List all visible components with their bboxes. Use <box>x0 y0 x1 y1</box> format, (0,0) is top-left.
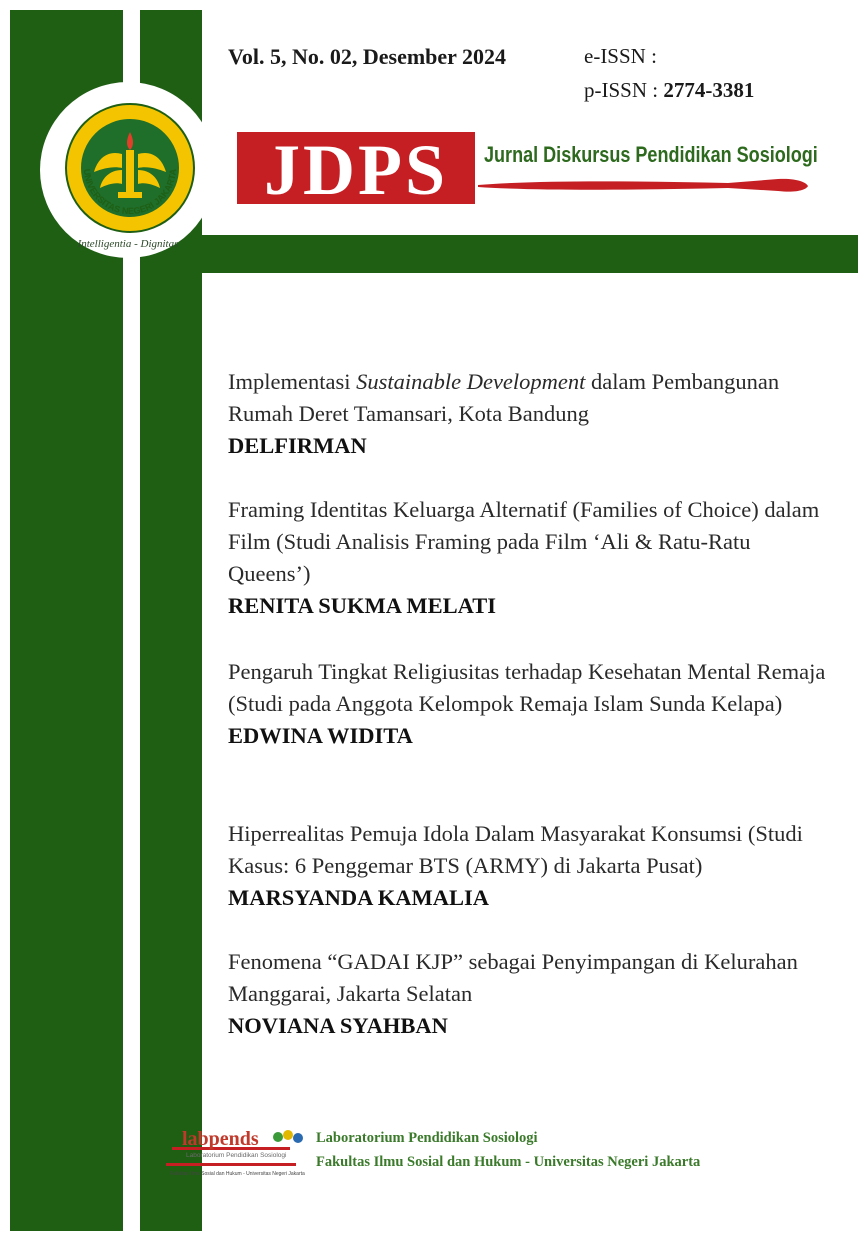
journal-name: Jurnal Diskursus Pendidikan Sosiologi <box>484 142 818 167</box>
article-4 <box>228 818 828 914</box>
green-horizontal-bar <box>170 235 858 273</box>
article-2 <box>228 494 828 622</box>
journal-acronym: JDPS <box>263 130 449 210</box>
svg-text:UNIVERSITAS NEGERI JAKARTA: UNIVERSITAS NEGERI JAKARTA <box>81 168 179 217</box>
article-author: MARSYANDA KAMALIA <box>228 885 490 910</box>
article-5 <box>228 946 828 1042</box>
e-issn: e-ISSN : <box>584 44 657 68</box>
svg-text:Fakultas Ilmu Sosial dan Hukum: Fakultas Ilmu Sosial dan Hukum - Universitas Negeri Jakarta <box>170 1171 305 1177</box>
article-title: Framing Identitas Keluarga Alternatif (Families of Choice) dalam Film (Studi Analisis Framing pada Film ‘Ali & Ratu-Ratu Queens’) <box>228 497 820 586</box>
article-title: Pengaruh Tingkat Religiusitas terhadap Kesehatan Mental Remaja (Studi pada Anggota Kelompok Remaja Islam Sunda Kelapa) <box>228 659 826 716</box>
p-issn-value: 2774-3381 <box>663 78 755 102</box>
article-title: Hiperrealitas Pemuja Idola Dalam Masyarakat Konsumsi (Studi Kasus: 6 Penggemar BTS (ARMY) di Jakarta Pusat) <box>228 821 803 878</box>
footer-faculty-name: Fakultas Ilmu Sosial dan Hukum - Universitas Negeri Jakarta <box>316 1154 701 1170</box>
svg-text:labpends: labpends <box>182 1128 259 1150</box>
p-issn-label: p-ISSN : <box>584 78 664 102</box>
lab-logo <box>166 1123 306 1183</box>
article-title: Implementasi Sustainable Development dalam Pembangunan Rumah Deret Tamansari, Kota Bandung <box>228 369 780 426</box>
article-author: RENITA SUKMA MELATI <box>228 593 496 618</box>
article-author: DELFIRMAN <box>228 433 367 458</box>
brush-stroke-icon <box>478 176 808 196</box>
article-3 <box>228 656 828 752</box>
article-author: EDWINA WIDITA <box>228 723 413 748</box>
article-1 <box>228 366 828 462</box>
p-issn <box>584 78 754 103</box>
volume-issue-date: Vol. 5, No. 02, Desember 2024 <box>228 44 507 69</box>
university-motto: Intelligentia - Dignitas <box>77 238 179 250</box>
university-seal-icon <box>64 102 196 234</box>
svg-text:Laboratorium Pendidikan Sosiol: Laboratorium Pendidikan Sosiologi <box>186 1152 287 1159</box>
footer-lab-name: Laboratorium Pendidikan Sosiologi <box>316 1130 538 1146</box>
article-author: NOVIANA SYAHBAN <box>228 1013 448 1038</box>
journal-acronym-logo <box>237 130 475 210</box>
article-title: Fenomena “GADAI KJP” sebagai Penyimpangan di Kelurahan Manggarai, Jakarta Selatan <box>228 949 798 1006</box>
